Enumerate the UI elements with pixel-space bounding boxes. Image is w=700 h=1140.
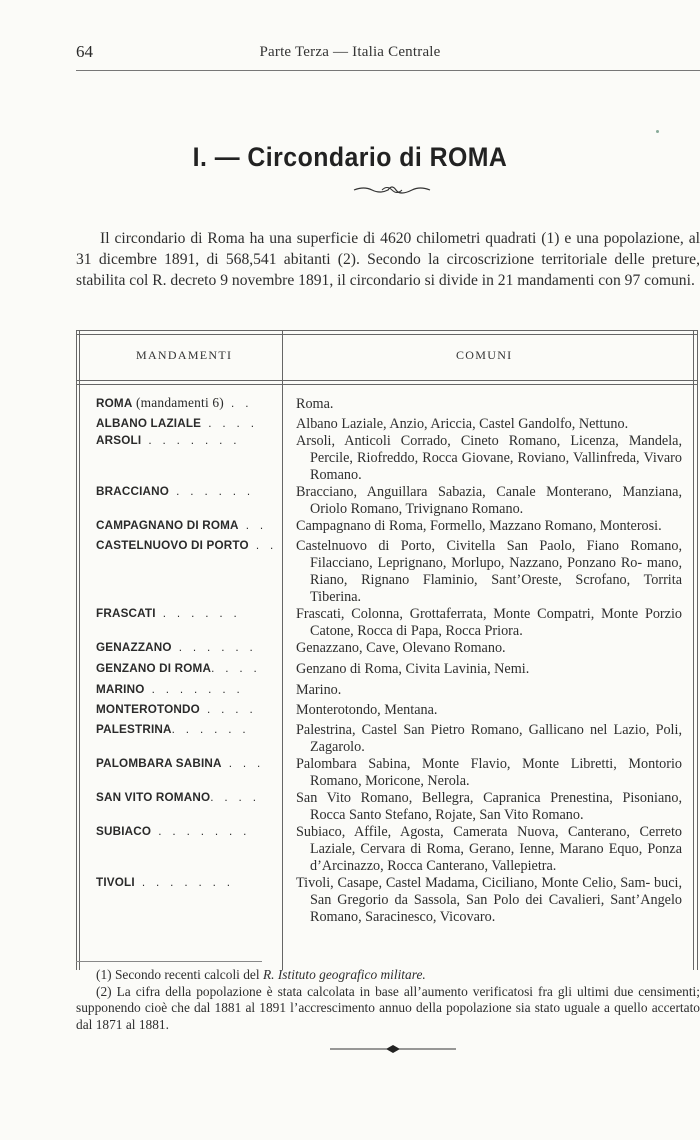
table-right-rule: [697, 330, 698, 970]
comuni-cell: [294, 756, 682, 790]
footnote-2: (2) La cifra della popolazione è stata calcolata in base all’aumento verificatosi fra gli ultimi due censimenti; supponendo cioè che dal 1881 al 1891 l’accrescimento annuo della popolazione sia stato uguale a quello accertato dal 1871 al 1881.: [76, 983, 700, 1032]
comuni-text: Genazzano, Cave, Olevano Romano.: [296, 640, 506, 656]
mandamento-cell: [96, 538, 280, 552]
mandamento-name: TIVOLI: [96, 875, 135, 889]
leader-dots: . . . . . .: [155, 606, 241, 620]
footnote-rule: [76, 961, 262, 962]
comuni-cell: [294, 790, 682, 824]
mandamenti-table: [76, 330, 698, 970]
leader-dots: . . . .: [201, 416, 258, 430]
mandamento-name: GENAZZANO: [96, 640, 172, 654]
table-top-rule: [76, 330, 698, 335]
comuni-cell: [294, 875, 682, 926]
header-rule: [76, 70, 700, 71]
comuni-text: Genzano di Roma, Civita Lavinia, Nemi.: [296, 661, 530, 677]
mandamento-cell: [96, 756, 280, 770]
header-comuni: COMUNI: [456, 348, 513, 362]
header-mandamenti: MANDAMENTI: [136, 348, 233, 362]
mandamento-name: PALESTRINA: [96, 722, 172, 736]
comuni-text: Campagnano di Roma, Formello, Mazzano Romano, Monterosi.: [296, 518, 662, 534]
comuni-text: Arsoli, Anticoli Corrado, Cineto Romano, Licenza, Mandela, Percile, Riofreddo, Rocca Giovane, Roviano, Vallinfreda, Vivaro Romano.: [296, 433, 682, 483]
page-number: 64: [76, 42, 93, 61]
mandamento-cell: [96, 606, 280, 620]
leader-dots: . . . . . . .: [151, 824, 251, 838]
footnote-1: [76, 967, 700, 984]
mandamento-name: CAMPAGNANO DI ROMA: [96, 518, 239, 532]
comuni-text: Roma.: [296, 396, 334, 412]
mandamento-cell: [96, 433, 280, 447]
comuni-cell: [294, 416, 682, 433]
intro-text: Il circondario di Roma ha una superficie di 4620 chilometri quadrati (1) e una popolazione, al 31 dicembre 1891, di 568,541 abitanti (2). Secondo la circoscrizione territoriale delle preture, stabilita col R. decreto 9 novembre 1891, il circondario si divide in 21 mandamenti con 97 comuni.: [76, 230, 700, 289]
mandamento-cell: [96, 875, 280, 889]
comuni-text: Albano Laziale, Anzio, Ariccia, Castel Gandolfo, Nettuno.: [296, 416, 629, 432]
mandamento-name: GENZANO DI ROMA: [96, 661, 212, 675]
comuni-text: Palestrina, Castel San Pietro Romano, Gallicano nel Lazio, Poli, Zagarolo.: [296, 722, 682, 755]
mandamento-name: BRACCIANO: [96, 484, 170, 498]
footnote-1-source: R. Istituto geografico militare.: [262, 967, 426, 982]
comuni-cell: [294, 433, 682, 484]
comuni-text: Frascati, Colonna, Grottaferrata, Monte Compatri, Monte Porzio Catone, Rocca di Papa, Rocca Priora.: [296, 606, 682, 639]
comuni-cell: [294, 606, 682, 640]
comuni-text: Bracciano, Anguillara Sabazia, Canale Monterano, Manziana, Oriolo Romano, Trivignano Romano.: [296, 484, 682, 517]
mandamento-cell: [96, 396, 280, 412]
footnote-1-text: (1) Secondo recenti calcoli del: [96, 967, 263, 982]
mandamento-cell: [96, 416, 280, 430]
comuni-text: Subiaco, Affile, Agosta, Camerata Nuova, Canterano, Cerreto Laziale, Cervara di Roma, Gerano, Ienne, Marano Equo, Ponza d’Arcinazzo, Rocca Canterano, Vallepietra.: [296, 824, 682, 874]
running-title: Parte Terza — Italia Centrale: [259, 44, 441, 60]
comuni-cell: [294, 702, 682, 719]
mandamento-name: SUBIACO: [96, 824, 152, 838]
leader-dots: . . .: [221, 756, 265, 770]
mandamento-name: PALOMBARA SABINA: [96, 756, 222, 770]
table-header-rule: [76, 380, 698, 385]
footnotes: [76, 967, 700, 1033]
comuni-cell: [294, 661, 682, 678]
mandamento-name: ROMA: [96, 396, 133, 410]
mandamento-name: ARSOLI: [96, 433, 142, 447]
mandamento-cell: [96, 484, 280, 498]
leader-dots: . . . . . .: [171, 640, 257, 654]
mandamento-name: MARINO: [96, 682, 145, 696]
comuni-cell: [294, 824, 682, 875]
comuni-text: San Vito Romano, Bellegra, Capranica Prenestina, Pisoniano, Rocca Santo Stefano, Rojate, San Vito Romano.: [296, 790, 682, 823]
leader-dots: . . . .: [211, 661, 261, 675]
leader-dots: . . . .: [199, 702, 257, 716]
comuni-text: Castelnuovo di Porto, Civitella San Paolo, Fiano Romano, Filacciano, Leprignano, Morlupo, Nazzano, Ponzano Ro- mano, Riano, Rignano Flaminio, Sant’Oreste, Scrofano, Torrita Tiberina.: [296, 538, 682, 605]
chapter-title: I. — Circondario di ROMA: [192, 142, 508, 172]
mandamento-cell: [96, 518, 280, 532]
leader-dots: . .: [248, 538, 278, 552]
leader-dots: . . . . . .: [171, 722, 250, 736]
comuni-text: Palombara Sabina, Monte Flavio, Monte Libretti, Montorio Romano, Moricone, Nerola.: [296, 756, 682, 789]
leader-dots: . .: [223, 396, 253, 410]
end-ornament: [330, 1044, 456, 1054]
comuni-cell: [294, 722, 682, 756]
comuni-cell: [294, 640, 682, 657]
comuni-text: Tivoli, Casape, Castel Madama, Ciciliano, Monte Celio, Sam- buci, San Gregorio da Sassola, San Polo dei Cavalieri, Sant’Angelo Romano, Saracinesco, Vicovaro.: [296, 875, 682, 925]
mandamento-cell: [96, 640, 280, 654]
comuni-cell: [294, 538, 682, 606]
leader-dots: . .: [238, 518, 268, 532]
mandamento-cell: [96, 682, 280, 696]
table-left-rule-inner: [79, 330, 80, 970]
leader-dots: . . . .: [210, 790, 260, 804]
table-left-rule: [76, 330, 77, 970]
mandamento-cell: [96, 824, 280, 838]
paper-speck: [656, 130, 659, 133]
leader-dots: . . . . . . .: [144, 682, 244, 696]
comuni-text: Monterotondo, Mentana.: [296, 702, 438, 718]
mandamento-cell: [96, 722, 280, 736]
mandamento-cell: [96, 790, 280, 804]
mandamento-name: ALBANO LAZIALE: [96, 416, 202, 430]
comuni-cell: [294, 484, 682, 518]
page-header: [0, 42, 700, 66]
leader-dots: . . . . . . .: [141, 433, 241, 447]
comuni-cell: [294, 396, 682, 413]
mandamento-note: (mandamenti 6): [132, 396, 224, 411]
leader-dots: . . . . . .: [169, 484, 254, 498]
title-ornament: [352, 182, 432, 196]
mandamento-name: CASTELNUOVO DI PORTO: [96, 538, 249, 552]
table-right-rule-inner: [693, 330, 694, 970]
table-column-divider: [282, 330, 283, 970]
mandamento-cell: [96, 702, 280, 716]
comuni-cell: [294, 682, 682, 699]
mandamento-name: SAN VITO ROMANO: [96, 790, 211, 804]
comuni-cell: [294, 518, 682, 535]
comuni-text: Marino.: [296, 682, 342, 698]
intro-paragraph: [76, 228, 700, 291]
leader-dots: . . . . . . .: [134, 875, 234, 889]
mandamento-cell: [96, 661, 280, 675]
mandamento-name: FRASCATI: [96, 606, 156, 620]
mandamento-name: MONTEROTONDO: [96, 702, 200, 716]
